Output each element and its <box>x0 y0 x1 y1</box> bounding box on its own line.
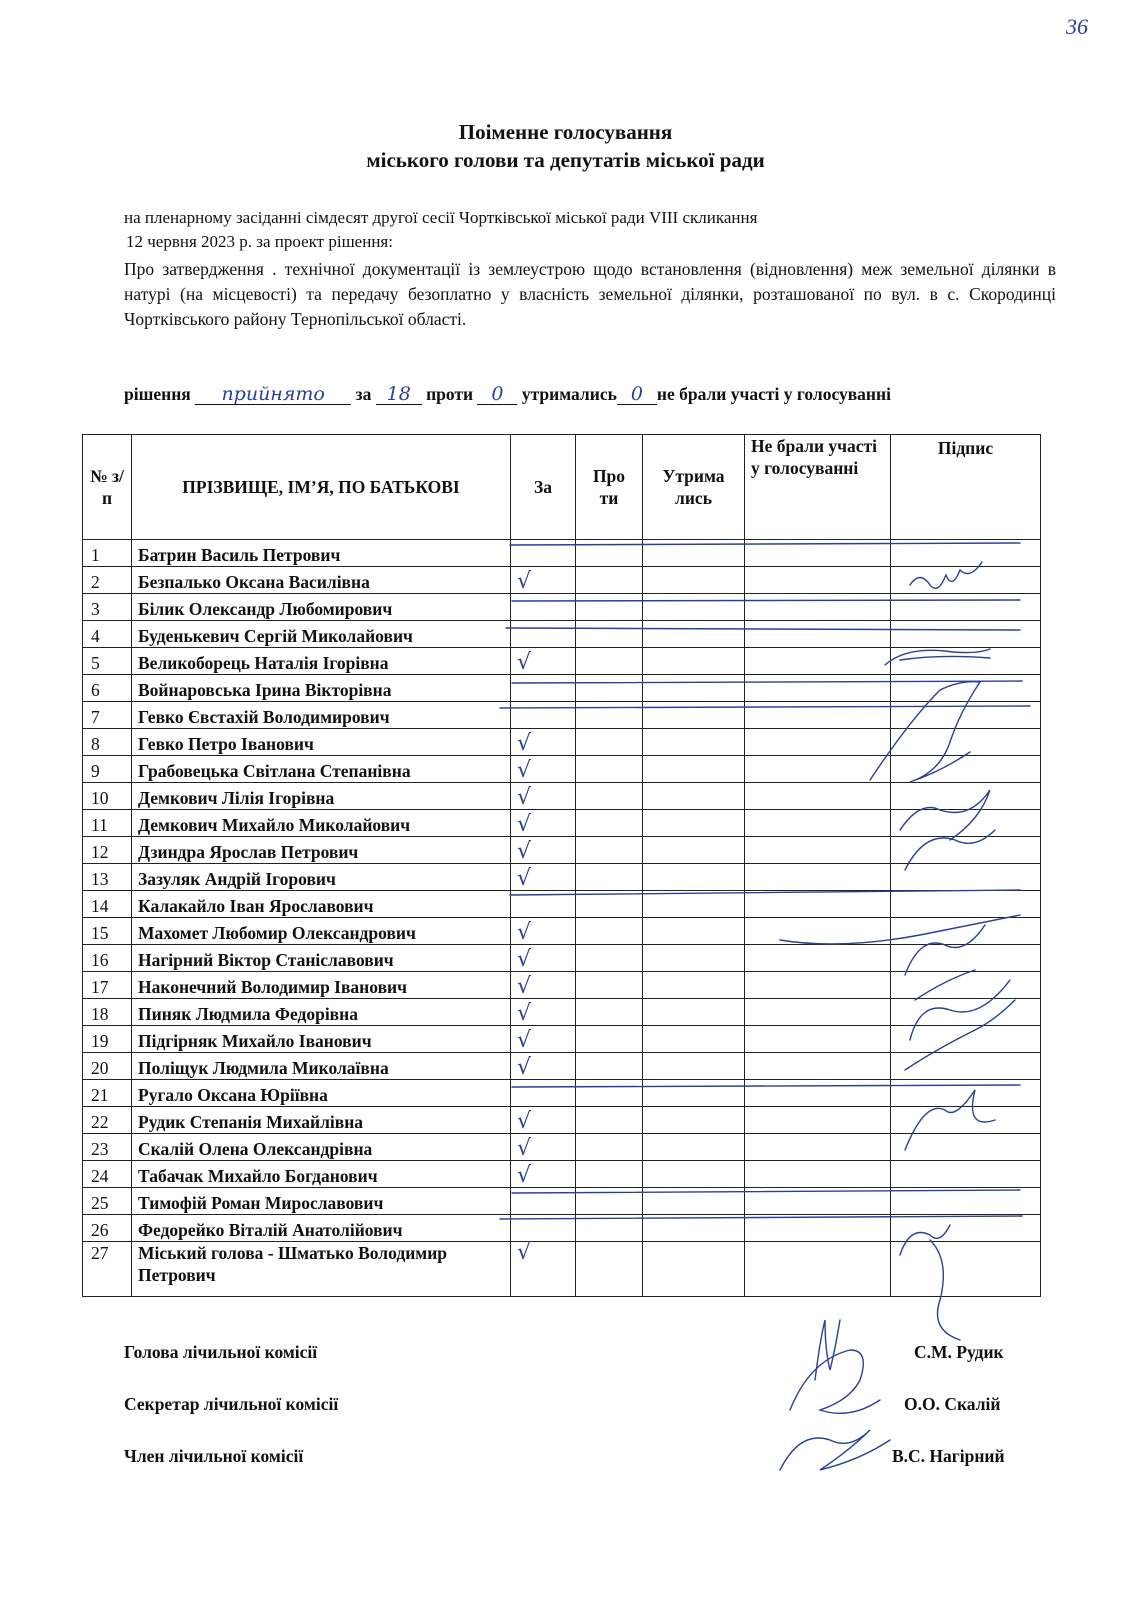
table-row <box>83 729 1041 756</box>
vote-for-cell <box>511 1053 576 1080</box>
vote-not-voted-cell <box>745 702 891 729</box>
row-number: 4 <box>83 621 132 648</box>
table-row <box>83 999 1041 1026</box>
row-number: 9 <box>83 756 132 783</box>
for-label: за <box>355 384 372 404</box>
commission-role: Член лічильної комісії <box>124 1446 304 1466</box>
row-number: 1 <box>83 540 132 567</box>
table-header-row <box>83 435 1041 540</box>
signature-cell <box>891 540 1041 567</box>
row-number: 6 <box>83 675 132 702</box>
row-number: 25 <box>83 1188 132 1215</box>
signature-cell <box>891 837 1041 864</box>
deputy-name: Войнаровська Ірина Вікторівна <box>132 675 511 702</box>
row-number: 5 <box>83 648 132 675</box>
check-mark-icon: √ <box>517 650 532 675</box>
row-number: 7 <box>83 702 132 729</box>
check-mark-icon: √ <box>517 812 532 837</box>
vote-not-voted-cell <box>745 756 891 783</box>
vote-for-cell <box>511 1161 576 1188</box>
deputy-name: Федорейко Віталій Анатолійович <box>132 1215 511 1242</box>
deputy-name: Махомет Любомир Олександрович <box>132 918 511 945</box>
roll-call-table <box>82 434 1041 1297</box>
deputy-name: Грабовецька Світлана Степанівна <box>132 756 511 783</box>
against-count: 0 <box>477 384 517 405</box>
table-row <box>83 1107 1041 1134</box>
vote-abstained-cell <box>643 702 745 729</box>
table-row <box>83 675 1041 702</box>
vote-tally <box>124 384 891 405</box>
vote-against-cell <box>576 702 643 729</box>
deputy-name: Поліщук Людмила Миколаївна <box>132 1053 511 1080</box>
col-for: За <box>511 435 576 540</box>
vote-for-cell <box>511 1107 576 1134</box>
decision-value: прийнято <box>195 384 351 405</box>
vote-not-voted-cell <box>745 1242 891 1297</box>
table-row <box>83 1080 1041 1107</box>
vote-abstained-cell <box>643 837 745 864</box>
deputy-name: Наконечний Володимир Іванович <box>132 972 511 999</box>
table-row <box>83 945 1041 972</box>
vote-for-cell <box>511 567 576 594</box>
col-signature: Підпис <box>891 435 1041 540</box>
session-info <box>124 206 1024 254</box>
signature-cell <box>891 729 1041 756</box>
table-row <box>83 1053 1041 1080</box>
check-mark-icon: √ <box>517 731 532 756</box>
signature-cell <box>891 702 1041 729</box>
vote-against-cell <box>576 1161 643 1188</box>
table-row <box>83 1134 1041 1161</box>
deputy-name: Ругало Оксана Юріївна <box>132 1080 511 1107</box>
deputy-name: Великоборець Наталія Ігорівна <box>132 648 511 675</box>
vote-abstained-cell <box>643 783 745 810</box>
signature-cell <box>891 1215 1041 1242</box>
vote-for-cell <box>511 540 576 567</box>
vote-for-cell <box>511 999 576 1026</box>
table-row <box>83 1161 1041 1188</box>
vote-not-voted-cell <box>745 1161 891 1188</box>
commission-member-name: С.М. Рудик <box>914 1342 1004 1362</box>
signature-cell <box>891 567 1041 594</box>
check-mark-icon: √ <box>517 947 532 972</box>
table-row <box>83 756 1041 783</box>
vote-against-cell <box>576 1242 643 1297</box>
check-mark-icon: √ <box>517 974 532 999</box>
col-name: ПРІЗВИЩЕ, ІМ’Я, ПО БАТЬКОВІ <box>132 435 511 540</box>
vote-abstained-cell <box>643 1026 745 1053</box>
vote-for-cell <box>511 945 576 972</box>
deputy-name: Калакайло Іван Ярославович <box>132 891 511 918</box>
vote-not-voted-cell <box>745 594 891 621</box>
vote-for-cell <box>511 1080 576 1107</box>
deputy-name: Буденькевич Сергій Миколайович <box>132 621 511 648</box>
vote-not-voted-cell <box>745 945 891 972</box>
check-mark-icon: √ <box>517 1001 532 1026</box>
vote-against-cell <box>576 729 643 756</box>
vote-abstained-cell <box>643 918 745 945</box>
table-row <box>83 621 1041 648</box>
vote-abstained-cell <box>643 945 745 972</box>
vote-for-cell <box>511 1215 576 1242</box>
vote-not-voted-cell <box>745 837 891 864</box>
vote-against-cell <box>576 567 643 594</box>
vote-against-cell <box>576 648 643 675</box>
commission-role: Голова лічильної комісії <box>124 1342 318 1362</box>
vote-for-cell <box>511 864 576 891</box>
deputy-name: Батрин Василь Петрович <box>132 540 511 567</box>
table-row <box>83 1188 1041 1215</box>
vote-against-cell <box>576 891 643 918</box>
table-row <box>83 837 1041 864</box>
deputy-name: Демкович Лілія Ігорівна <box>132 783 511 810</box>
row-number: 19 <box>83 1026 132 1053</box>
vote-against-cell <box>576 1188 643 1215</box>
abstained-count: 0 <box>617 384 657 405</box>
check-mark-icon: √ <box>517 1055 532 1080</box>
vote-abstained-cell <box>643 999 745 1026</box>
commission-chair <box>124 1342 1004 1363</box>
vote-for-cell <box>511 837 576 864</box>
row-number: 24 <box>83 1161 132 1188</box>
against-label: проти <box>426 384 474 404</box>
deputy-name: Гевко Петро Іванович <box>132 729 511 756</box>
vote-against-cell <box>576 810 643 837</box>
vote-against-cell <box>576 540 643 567</box>
vote-not-voted-cell <box>745 675 891 702</box>
vote-not-voted-cell <box>745 540 891 567</box>
vote-abstained-cell <box>643 1161 745 1188</box>
row-number: 14 <box>83 891 132 918</box>
row-number: 11 <box>83 810 132 837</box>
vote-not-voted-cell <box>745 999 891 1026</box>
table-row <box>83 1215 1041 1242</box>
table-row <box>83 972 1041 999</box>
vote-not-voted-cell <box>745 648 891 675</box>
session-date-line: 12 червня 2023 р. за проект рішення: <box>126 232 393 251</box>
check-mark-icon: √ <box>517 1028 532 1053</box>
vote-for-cell <box>511 1134 576 1161</box>
vote-abstained-cell <box>643 729 745 756</box>
vote-against-cell <box>576 756 643 783</box>
vote-for-cell <box>511 810 576 837</box>
vote-against-cell <box>576 1215 643 1242</box>
vote-abstained-cell <box>643 756 745 783</box>
deputy-name: Нагірний Віктор Станіславович <box>132 945 511 972</box>
row-number: 21 <box>83 1080 132 1107</box>
vote-against-cell <box>576 675 643 702</box>
vote-for-cell <box>511 756 576 783</box>
vote-for-cell <box>511 1242 576 1297</box>
deputy-name: Гевко Євстахій Володимирович <box>132 702 511 729</box>
vote-not-voted-cell <box>745 1188 891 1215</box>
vote-abstained-cell <box>643 864 745 891</box>
signature-cell <box>891 891 1041 918</box>
vote-abstained-cell <box>643 1188 745 1215</box>
table-row <box>83 594 1041 621</box>
vote-not-voted-cell <box>745 891 891 918</box>
deputy-name: Білик Олександр Любомирович <box>132 594 511 621</box>
vote-not-voted-cell <box>745 1215 891 1242</box>
check-mark-icon: √ <box>517 1240 532 1265</box>
vote-not-voted-cell <box>745 918 891 945</box>
signature-cell <box>891 675 1041 702</box>
col-abstained: Утрима лись <box>643 435 745 540</box>
col-number: № з/п <box>83 435 132 540</box>
vote-against-cell <box>576 1053 643 1080</box>
commission-secretary <box>124 1394 1001 1415</box>
check-mark-icon: √ <box>517 920 532 945</box>
vote-for-cell <box>511 1188 576 1215</box>
row-number: 23 <box>83 1134 132 1161</box>
deputy-name: Демкович Михайло Миколайович <box>132 810 511 837</box>
deputy-name: Підгірняк Михайло Іванович <box>132 1026 511 1053</box>
commission-member <box>124 1446 1005 1467</box>
document-subtitle: міського голови та депутатів міської ради <box>366 148 765 172</box>
page-number: 36 <box>1066 14 1088 39</box>
vote-not-voted-cell <box>745 1080 891 1107</box>
vote-abstained-cell <box>643 1134 745 1161</box>
row-number: 8 <box>83 729 132 756</box>
deputy-name: Скалій Олена Олександрівна <box>132 1134 511 1161</box>
vote-for-cell <box>511 783 576 810</box>
vote-against-cell <box>576 1026 643 1053</box>
row-number: 16 <box>83 945 132 972</box>
vote-not-voted-cell <box>745 972 891 999</box>
vote-abstained-cell <box>643 675 745 702</box>
vote-abstained-cell <box>643 621 745 648</box>
commission-member-name: В.С. Нагірний <box>892 1446 1005 1466</box>
check-mark-icon: √ <box>517 839 532 864</box>
deputy-name: Тимофій Роман Мирославович <box>132 1188 511 1215</box>
table-row <box>83 1026 1041 1053</box>
signature-cell <box>891 1188 1041 1215</box>
deputy-name: Рудик Степанія Михайлівна <box>132 1107 511 1134</box>
vote-abstained-cell <box>643 810 745 837</box>
signature-cell <box>891 1026 1041 1053</box>
table-row <box>83 783 1041 810</box>
vote-for-cell <box>511 918 576 945</box>
signature-cell <box>891 1242 1041 1297</box>
vote-against-cell <box>576 918 643 945</box>
vote-not-voted-cell <box>745 1134 891 1161</box>
vote-for-cell <box>511 702 576 729</box>
vote-abstained-cell <box>643 567 745 594</box>
vote-for-cell <box>511 891 576 918</box>
vote-abstained-cell <box>643 1107 745 1134</box>
row-number: 27 <box>83 1242 132 1297</box>
check-mark-icon: √ <box>517 1109 532 1134</box>
row-number: 10 <box>83 783 132 810</box>
not-voted-label: не брали участі у голосуванні <box>656 384 891 404</box>
vote-for-cell <box>511 594 576 621</box>
signature-cell <box>891 594 1041 621</box>
document-title: Поіменне голосування <box>458 120 673 144</box>
deputy-name: Пиняк Людмила Федорівна <box>132 999 511 1026</box>
vote-against-cell <box>576 972 643 999</box>
signature-cell <box>891 864 1041 891</box>
vote-abstained-cell <box>643 1215 745 1242</box>
deputy-name: Зазуляк Андрій Ігорович <box>132 864 511 891</box>
signature-cell <box>891 756 1041 783</box>
vote-against-cell <box>576 621 643 648</box>
commission-member-name: О.О. Скалій <box>904 1394 1001 1414</box>
for-count: 18 <box>376 384 422 405</box>
table-row <box>83 540 1041 567</box>
table-row <box>83 864 1041 891</box>
vote-for-cell <box>511 972 576 999</box>
vote-against-cell <box>576 1080 643 1107</box>
check-mark-icon: √ <box>517 785 532 810</box>
signature-cell <box>891 1161 1041 1188</box>
table-row <box>83 891 1041 918</box>
deputy-name: Табачак Михайло Богданович <box>132 1161 511 1188</box>
vote-not-voted-cell <box>745 621 891 648</box>
row-number: 12 <box>83 837 132 864</box>
table-row <box>83 702 1041 729</box>
vote-for-cell <box>511 729 576 756</box>
col-against: Про ти <box>576 435 643 540</box>
vote-not-voted-cell <box>745 1026 891 1053</box>
vote-against-cell <box>576 999 643 1026</box>
signature-cell <box>891 1107 1041 1134</box>
table-row <box>83 918 1041 945</box>
vote-not-voted-cell <box>745 810 891 837</box>
vote-abstained-cell <box>643 540 745 567</box>
signature-cell <box>891 972 1041 999</box>
row-number: 26 <box>83 1215 132 1242</box>
deputy-name: Міський голова - Шматько Володимир Петрович <box>132 1242 511 1297</box>
signature-cell <box>891 1134 1041 1161</box>
vote-not-voted-cell <box>745 729 891 756</box>
check-mark-icon: √ <box>517 866 532 891</box>
signature-cell <box>891 918 1041 945</box>
vote-abstained-cell <box>643 972 745 999</box>
abstained-label: утримались <box>521 384 617 404</box>
vote-against-cell <box>576 837 643 864</box>
signature-cell <box>891 1053 1041 1080</box>
row-number: 2 <box>83 567 132 594</box>
draft-decision-text: Про затвердження . технічної документації із землеустрою щодо встановлення (відновлення) меж земельної ділянки в натурі (на місцевості) та передачу безоплатно у власність земельної ділянки, розташованої по вул. в с. Скородинці Чортківського району Тернопільської області. <box>124 259 1056 329</box>
vote-for-cell <box>511 675 576 702</box>
vote-against-cell <box>576 864 643 891</box>
vote-not-voted-cell <box>745 1107 891 1134</box>
row-number: 18 <box>83 999 132 1026</box>
row-number: 22 <box>83 1107 132 1134</box>
vote-not-voted-cell <box>745 783 891 810</box>
row-number: 15 <box>83 918 132 945</box>
table-row <box>83 1242 1041 1297</box>
vote-against-cell <box>576 594 643 621</box>
vote-for-cell <box>511 621 576 648</box>
vote-abstained-cell <box>643 1242 745 1297</box>
signature-cell <box>891 945 1041 972</box>
row-number: 20 <box>83 1053 132 1080</box>
decision-label: рішення <box>124 384 191 404</box>
check-mark-icon: √ <box>517 1136 532 1161</box>
row-number: 3 <box>83 594 132 621</box>
deputy-name: Дзиндра Ярослав Петрович <box>132 837 511 864</box>
vote-for-cell <box>511 648 576 675</box>
session-line: на пленарному засіданні сімдесят другої сесії Чортківської міської ради VIII скликання <box>124 208 758 227</box>
vote-abstained-cell <box>643 1053 745 1080</box>
vote-abstained-cell <box>643 1080 745 1107</box>
check-mark-icon: √ <box>517 569 532 594</box>
signature-cell <box>891 783 1041 810</box>
vote-not-voted-cell <box>745 1053 891 1080</box>
check-mark-icon: √ <box>517 1163 532 1188</box>
vote-against-cell <box>576 1107 643 1134</box>
signature-cell <box>891 999 1041 1026</box>
row-number: 13 <box>83 864 132 891</box>
signature-cell <box>891 810 1041 837</box>
table-row <box>83 648 1041 675</box>
signature-cell <box>891 648 1041 675</box>
vote-against-cell <box>576 945 643 972</box>
vote-not-voted-cell <box>745 864 891 891</box>
check-mark-icon: √ <box>517 758 532 783</box>
vote-abstained-cell <box>643 648 745 675</box>
commission-role: Секретар лічильної комісії <box>124 1394 339 1414</box>
table-row <box>83 810 1041 837</box>
deputy-name: Безпалько Оксана Василівна <box>132 567 511 594</box>
vote-against-cell <box>576 1134 643 1161</box>
signature-cell <box>891 1080 1041 1107</box>
vote-against-cell <box>576 783 643 810</box>
row-number: 17 <box>83 972 132 999</box>
vote-abstained-cell <box>643 594 745 621</box>
table-row <box>83 567 1041 594</box>
vote-for-cell <box>511 1026 576 1053</box>
signature-cell <box>891 621 1041 648</box>
vote-not-voted-cell <box>745 567 891 594</box>
vote-abstained-cell <box>643 891 745 918</box>
col-not-voted: Не брали участі у голосуванні <box>745 435 891 540</box>
